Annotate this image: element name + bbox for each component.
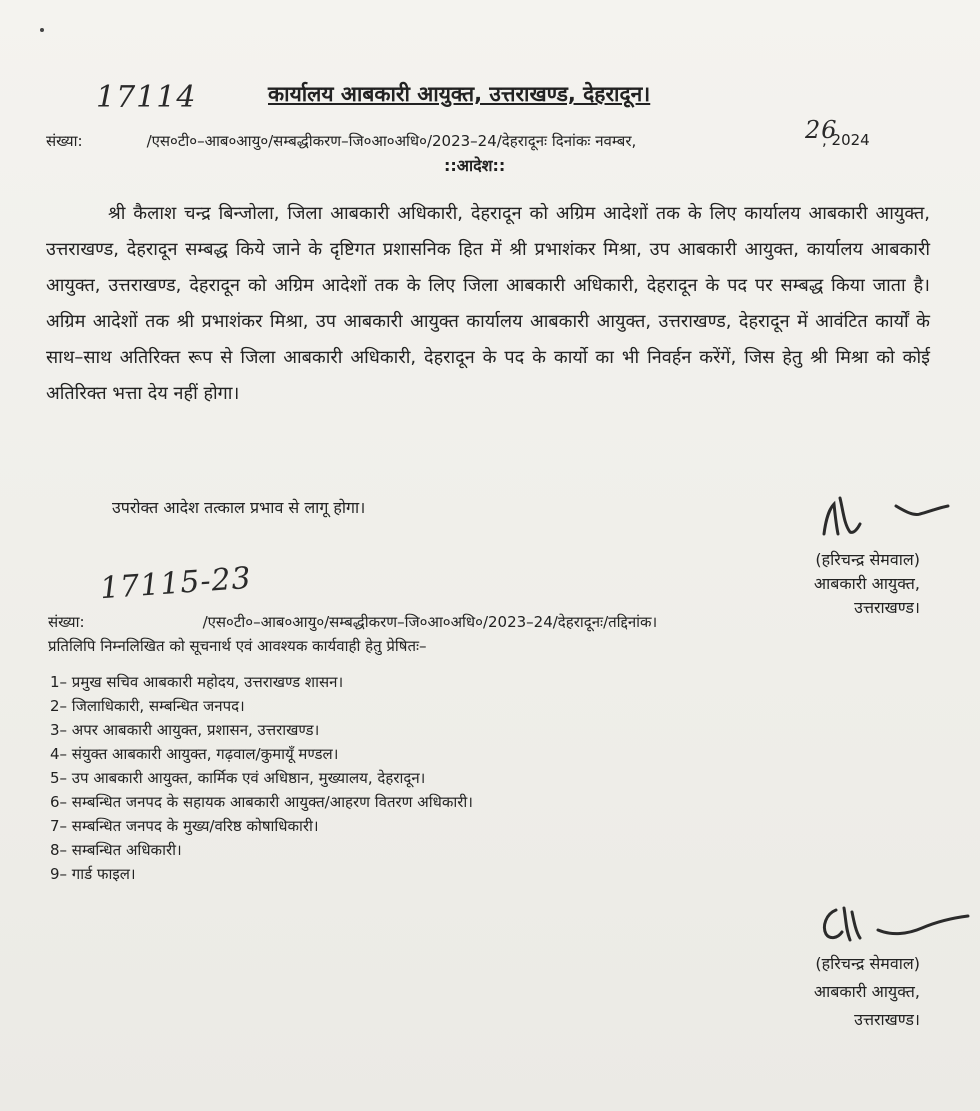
signature-block-1: [760, 548, 920, 620]
order-body: [46, 196, 930, 412]
recipient-list: [50, 670, 473, 886]
handwritten-copy-number: 17115-23: [98, 560, 253, 607]
signatory-name: (हरिचन्द्र सेमवाल): [815, 550, 920, 569]
copy-reference-label: संख्या:: [48, 613, 85, 631]
list-item: 8– सम्बन्धित अधिकारी।: [50, 841, 182, 859]
order-title: ::आदेश::: [444, 156, 506, 175]
signatory-designation: आबकारी आयुक्त,: [813, 982, 920, 1001]
signatory-state: उत्तराखण्ड।: [854, 598, 920, 617]
list-item: 7– सम्बन्धित जनपद के मुख्य/वरिष्ठ कोषाधिकारी।: [50, 817, 319, 835]
list-item: 2– जिलाधिकारी, सम्बन्धित जनपद।: [50, 697, 245, 715]
signatory-state: उत्तराखण्ड।: [854, 1010, 920, 1029]
signature-mark-2: [812, 900, 972, 950]
ink-dot: [40, 28, 44, 32]
office-title: कार्यालय आबकारी आयुक्त, उत्तराखण्ड, देहरादून।: [268, 82, 651, 106]
handwritten-date-day: 26: [805, 116, 838, 144]
order-paragraph: श्री कैलाश चन्द्र बिन्जोला, जिला आबकारी अधिकारी, देहरादून को अग्रिम आदेशों तक के लिए कार्यालय आबकारी आयुक्त, उत्तराखण्ड, देहरादून सम्बद्ध किये जाने के दृष्टिगत प्रशासनिक हित में श्री प्रभाशंकर मिश्रा, उप आबकारी आयुक्त, कार्यालय आबकारी आयुक्त, उत्तराखण्ड, देहरादून को अग्रिम आदेशों तक के लिए जिला आबकारी अधिकारी, देहरादून के पद पर सम्बद्ध किया जाता है। अग्रिम आदेशों तक श्री प्रभाशंकर मिश्रा, उप आबकारी आयुक्त कार्यालय आबकारी आयुक्त, उत्तराखण्ड, देहरादून में आवंटित कार्यों के साथ–साथ अतिरिक्त रूप से जिला आबकारी अधिकारी, देहरादून के पद के कार्यो का भी निवर्हन करेंगें, जिस हेतु श्री मिश्रा को कोई अतिरिक्त भत्ता देय नहीं होगा।: [46, 203, 930, 404]
copy-reference-text: /एस०टी०–आब०आयु०/सम्बद्धीकरण–जि०आ०अधि०/2023–24/देहरादूनः/तद्दिनांक।: [202, 613, 658, 631]
signatory-designation: आबकारी आयुक्त,: [813, 574, 920, 593]
list-item: 3– अपर आबकारी आयुक्त, प्रशासन, उत्तराखण्ड।: [50, 721, 320, 739]
reference-line: [46, 131, 636, 151]
copy-intro: प्रतिलिपि निम्नलिखित को सूचनार्थ एवं आवश्यक कार्यवाही हेतु प्रेषितः–: [48, 637, 427, 655]
signature-mark-1: [816, 490, 956, 540]
implementation-line: उपरोक्त आदेश तत्काल प्रभाव से लागू होगा।: [112, 498, 366, 517]
date-year: , 2024: [822, 131, 870, 149]
list-item: 5– उप आबकारी आयुक्त, कार्मिक एवं अधिष्ठान, मुख्यालय, देहरादून।: [50, 769, 426, 787]
signature-block-2: [760, 950, 920, 1034]
copy-reference-line: [48, 612, 657, 632]
handwritten-dispatch-number: 17114: [96, 80, 197, 115]
reference-text: /एस०टी०–आब०आयु०/सम्बद्धीकरण–जि०आ०अधि०/2023–24/देहरादूनः दिनांकः नवम्बर,: [146, 132, 637, 150]
list-item: 6– सम्बन्धित जनपद के सहायक आबकारी आयुक्त/आहरण वितरण अधिकारी।: [50, 793, 473, 811]
list-item: 4– संयुक्त आबकारी आयुक्त, गढ़वाल/कुमायूँ मण्डल।: [50, 745, 339, 763]
list-item: 1– प्रमुख सचिव आबकारी महोदय, उत्तराखण्ड शासन।: [50, 673, 344, 691]
signatory-name: (हरिचन्द्र सेमवाल): [815, 954, 920, 973]
reference-label: संख्या:: [46, 132, 83, 150]
list-item: 9– गार्ड फाइल।: [50, 865, 136, 883]
